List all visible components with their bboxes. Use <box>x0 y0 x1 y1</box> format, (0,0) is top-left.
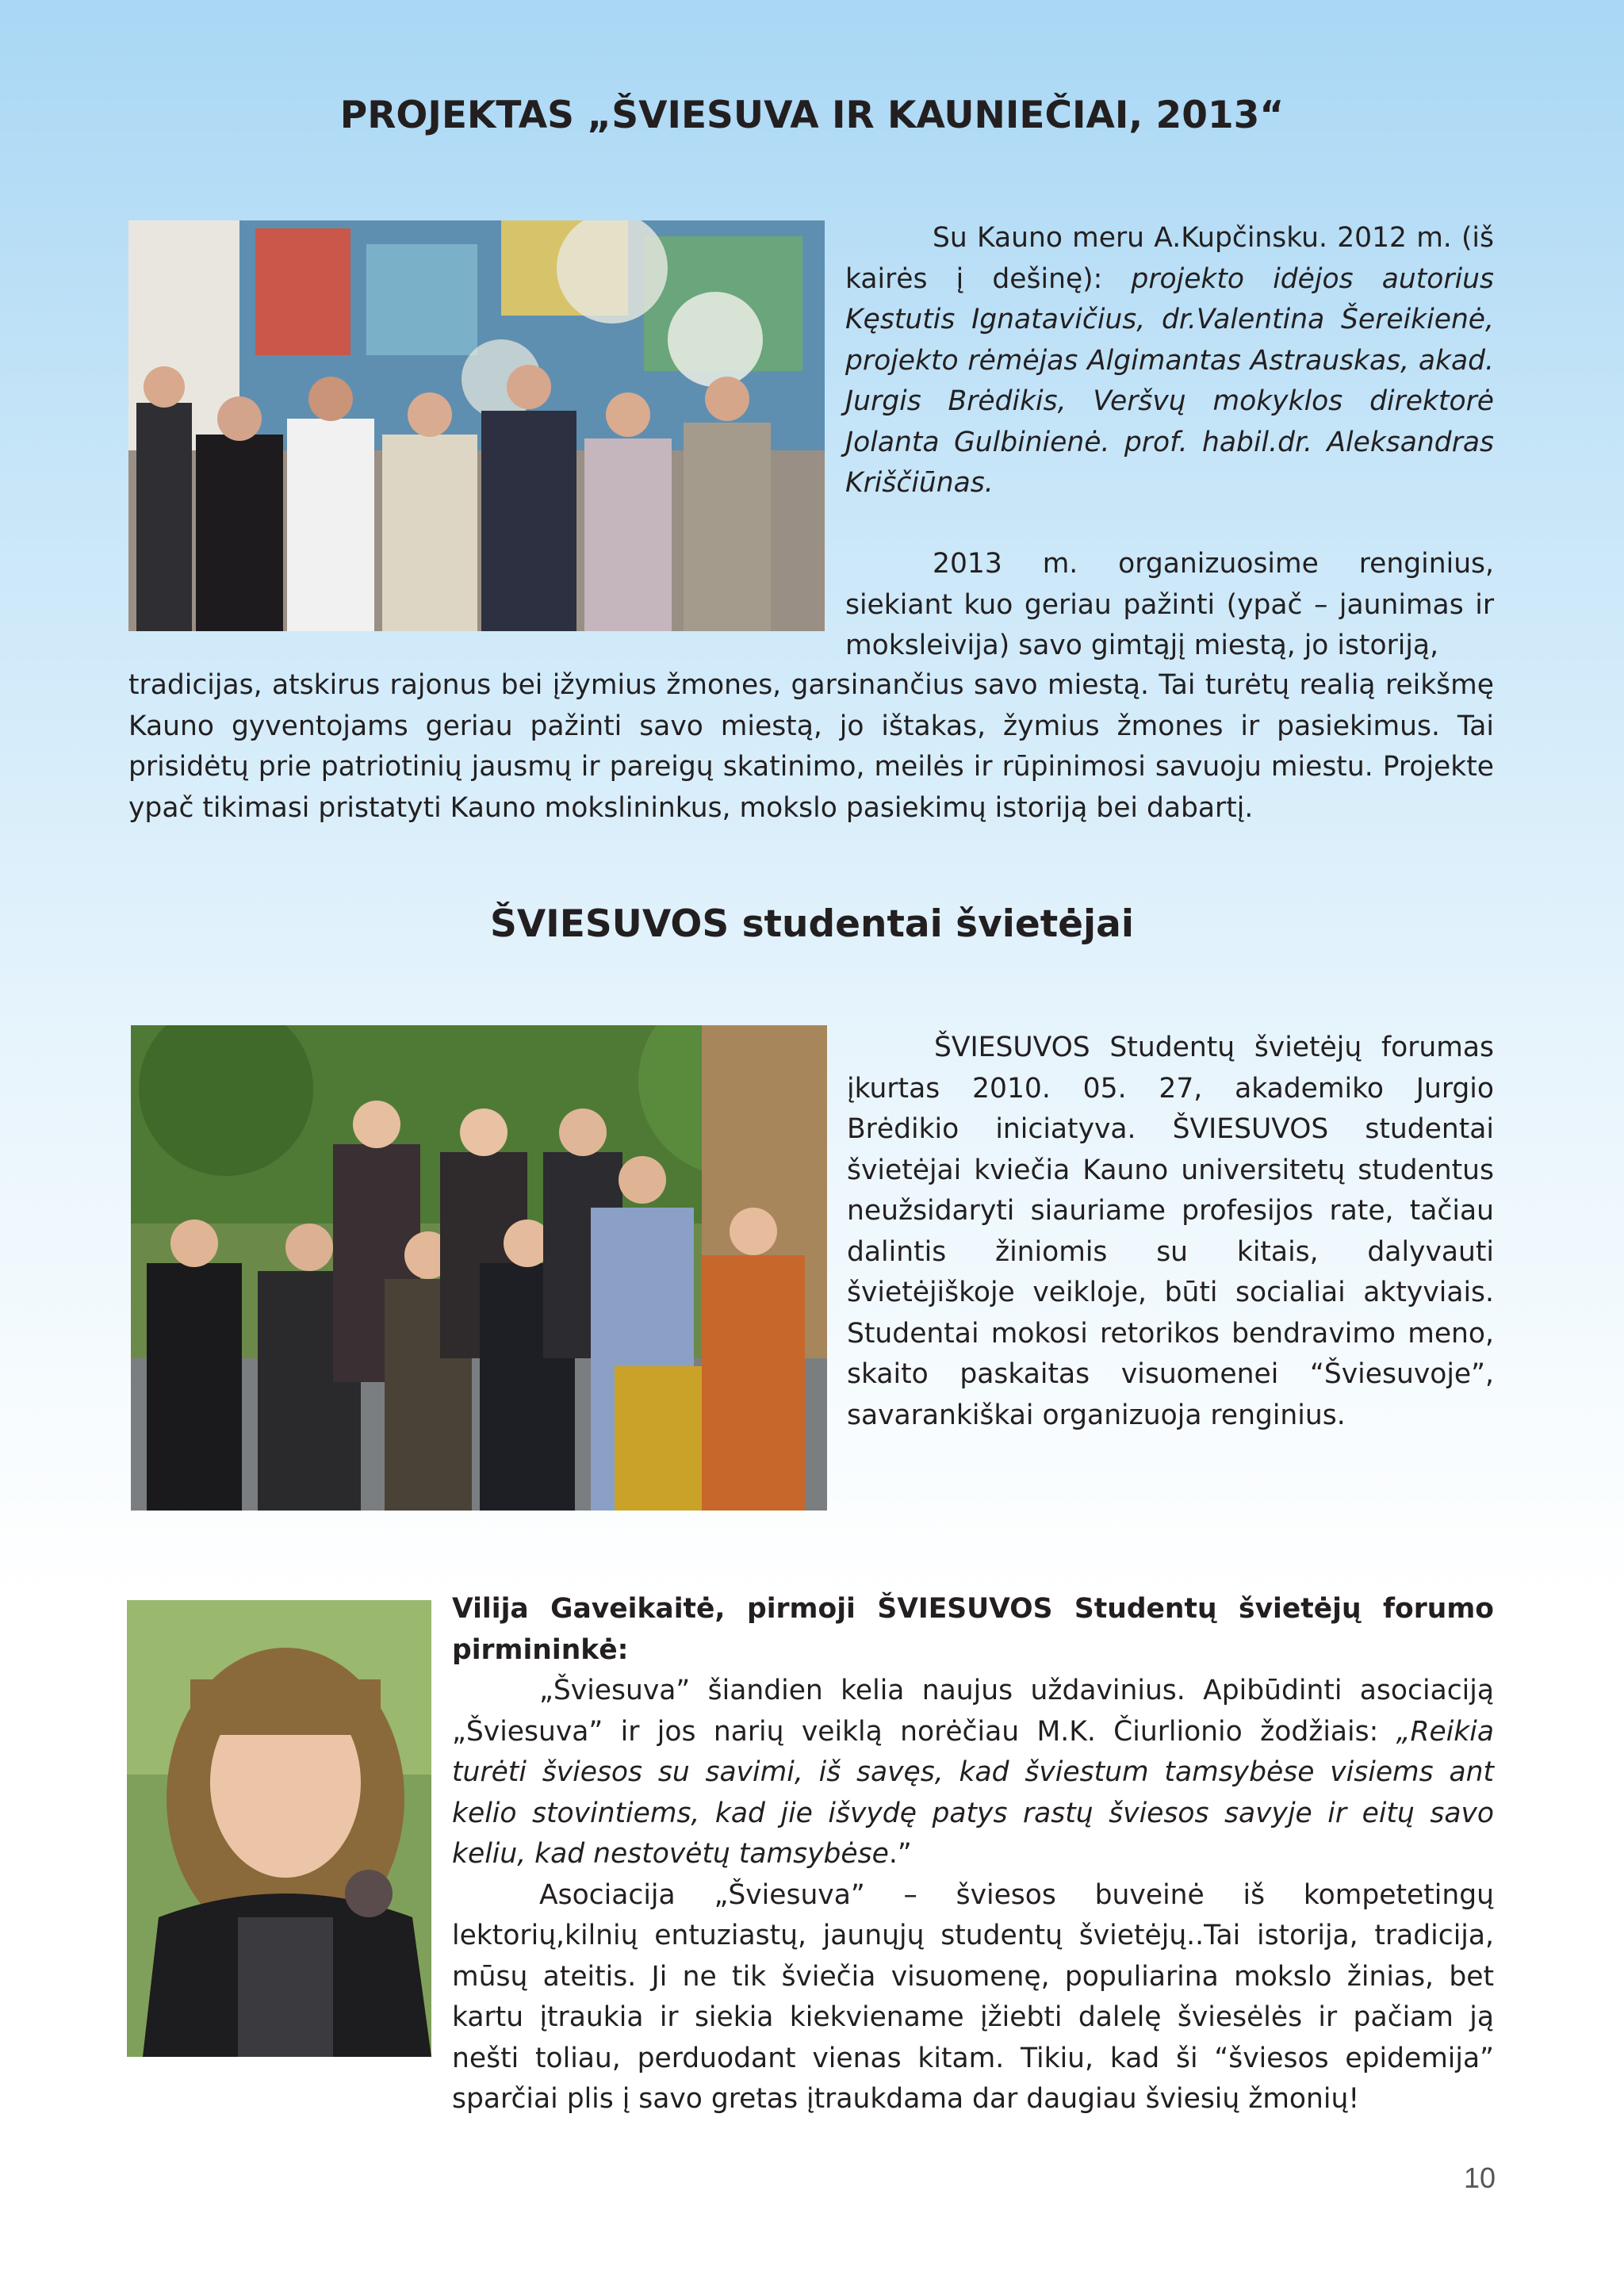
section2-title: ŠVIESUVOS studentai švietėjai <box>490 902 1134 946</box>
section1-title: PROJEKTAS „ŠVIESUVA IR KAUNIEČIAI, 2013“ <box>339 94 1285 137</box>
page-number: 10 <box>1463 2162 1496 2194</box>
portrait-photo-vilija <box>127 1600 431 2057</box>
section3-heading: Vilija Gaveikaitė, pirmoji ŠVIESUVOS Studentų švietėjų forumo pirmininkė: <box>452 1593 1494 1666</box>
section3-paragraph-2: Asociacija „Šviesuva” – šviesos buveinė iš kompetetingų lektorių,kilnių entuziastų, jaunųjų studentų švietėjų..Tai istorija, tradicija, mūsų ateitis. Ji ne tik šviečia visuomenę, populiarina mokslo žinias, bet kartu įtraukia ir siekia kiekviename įžiebti dalelę šviesėlės ir pačiam ją nešti toliau, perduodant vienas kitam. Tikiu, kad ši “šviesos epidemija” sparčiai plis į savo gretas įtraukdama dar daugiau šviesių žmonių! <box>452 1878 1494 2115</box>
caption-italic: projekto idėjos autorius Kęstutis Ignatavičius, dr.Valentina Šereikienė, projekto rėmėjas Algimantas Astrauskas, akad. Jurgis Brėdikis, Veršvų mokyklos direktorė Jolanta Gulbinienė. prof. habil.dr. Aleksandras Kriščiūnas. <box>845 262 1494 499</box>
section2-body: ŠVIESUVOS Studentų švietėjų forumas įkurtas 2010. 05. 27, akademiko Jurgio Brėdikio iniciatyva. ŠVIESUVOS studentai švietėjai kviečia Kauno universitetų studentus neužsidaryti siauriame profesijos rate, tačiau dalintis žiniomis su kitais, dalyvauti švietėjiškoje veikloje, būti socialiai aktyviais. Studentai mokosi retorikos bendravimo meno, skaito paskaitas visuomenei “Šviesuvoje”, savarankiškai organizuoja renginius. <box>847 1032 1494 1431</box>
caption-plain: Su Kauno meru A.Kupčinsku. 2012 m. (iš kairės į dešinę): <box>845 222 1494 295</box>
section1-body-rest: tradicijas, atskirus rajonus bei įžymius žmones, garsinančius savo miestą. Tai turėtų realią reikšmę Kauno gyventojams geriau pažinti savo miestą, jo ištakas, žymius žmones ir pasiekimus. Tai prisidėtų prie patriotinių jausmų ir pareigų skatinimo, meilės ir rūpinimosi savuoju miestu. Projekte ypač tikimasi pristatyti Kauno mokslininkus, mokslo pasiekimų istoriją bei dabartį. <box>128 669 1494 824</box>
students-group-photo <box>131 1025 827 1511</box>
group-photo-mayor <box>128 220 825 631</box>
quote-intro: „Šviesuva” šiandien kelia naujus uždavinius. Apibūdinti asociaciją „Šviesuva” ir jos narių veiklą norėčiau M.K. Čiurlionio žodžiais: <box>452 1675 1494 1748</box>
section1-body-lead: 2013 m. organizuosime renginius, siekiant kuo geriau pažinti (ypač – jaunimas ir moksleivija) savo gimtąjį miestą, jo istoriją, <box>845 548 1494 661</box>
quote-end: .” <box>888 1838 912 1870</box>
ciurlionis-quote: „Reikia turėti šviesos su savimi, iš savęs, kad šviestum tamsybėse visiems ant kelio stovintiems, kad jie išvydę patys rastų šviesos savyje ir eitų savo keliu, kad nestovėtų tamsybėse <box>452 1715 1494 1870</box>
photo1-caption <box>845 218 1494 504</box>
section3-paragraph-1 <box>452 1671 1494 1875</box>
